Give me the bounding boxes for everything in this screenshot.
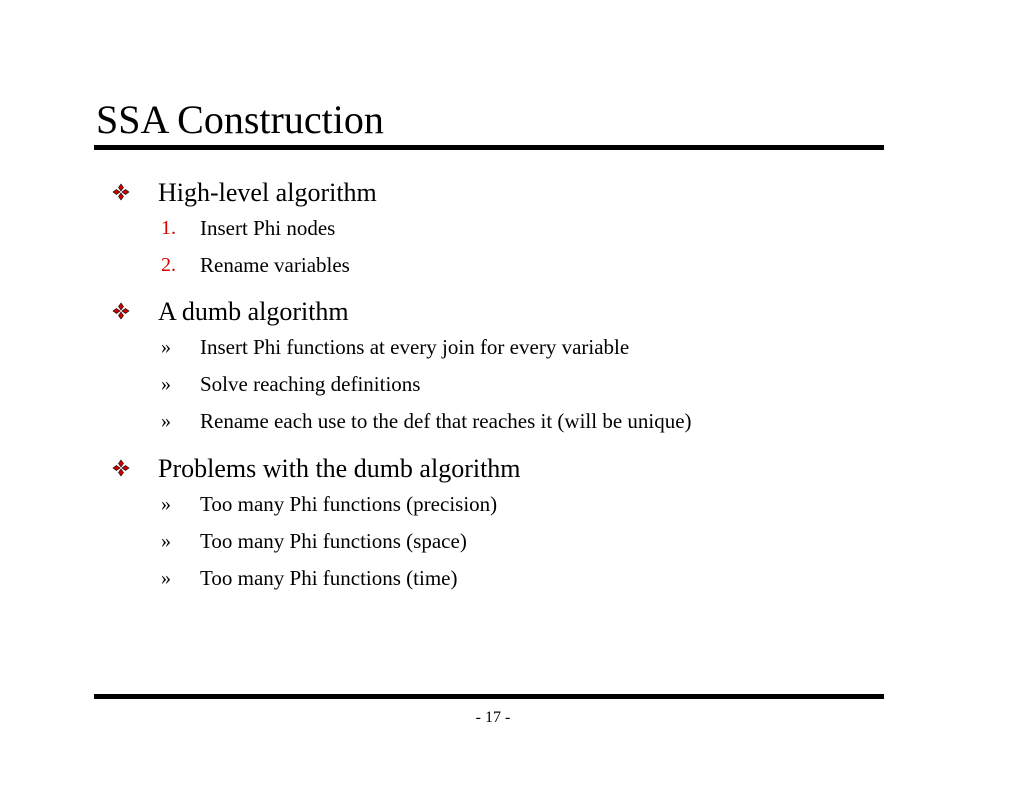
section-high-level-algorithm xyxy=(0,177,1024,289)
list-item-text: Too many Phi functions (space) xyxy=(200,529,467,553)
section-problems xyxy=(0,453,1024,602)
list-item-text: Too many Phi functions (time) xyxy=(200,566,458,590)
chevron-marker: » xyxy=(161,373,171,395)
list-item-text: Insert Phi nodes xyxy=(200,216,336,240)
section-title: High-level algorithm xyxy=(158,178,377,207)
number-marker: 2. xyxy=(161,254,176,276)
list-item xyxy=(0,408,1024,445)
list-item xyxy=(0,565,1024,602)
diamond-bullet-icon xyxy=(112,183,130,201)
list-item xyxy=(0,371,1024,408)
slide-title: SSA Construction xyxy=(96,97,384,142)
chevron-marker: » xyxy=(161,567,171,589)
chevron-marker: » xyxy=(161,493,171,515)
list-item xyxy=(0,252,1024,289)
section-title: A dumb algorithm xyxy=(158,297,349,326)
chevron-marker: » xyxy=(161,336,171,358)
list-item xyxy=(0,491,1024,528)
footer-rule xyxy=(94,694,884,699)
section-dumb-algorithm xyxy=(0,296,1024,445)
chevron-marker: » xyxy=(161,530,171,552)
list-item xyxy=(0,215,1024,252)
section-heading xyxy=(0,453,1024,491)
number-marker: 1. xyxy=(161,217,176,239)
list-item-text: Rename each use to the def that reaches it (will be unique) xyxy=(200,409,692,433)
chevron-marker: » xyxy=(161,410,171,432)
section-heading xyxy=(0,177,1024,215)
title-underline xyxy=(94,145,884,150)
diamond-bullet-icon xyxy=(112,302,130,320)
list-item-text: Rename variables xyxy=(200,253,350,277)
list-item xyxy=(0,334,1024,371)
page-number: - 17 - xyxy=(475,709,511,726)
list-item-text: Insert Phi functions at every join for every variable xyxy=(200,335,630,359)
list-item xyxy=(0,528,1024,565)
list-item-text: Too many Phi functions (precision) xyxy=(200,492,498,516)
section-title: Problems with the dumb algorithm xyxy=(158,454,521,483)
diamond-bullet-icon xyxy=(112,459,130,477)
list-item-text: Solve reaching definitions xyxy=(200,372,421,396)
section-heading xyxy=(0,296,1024,334)
